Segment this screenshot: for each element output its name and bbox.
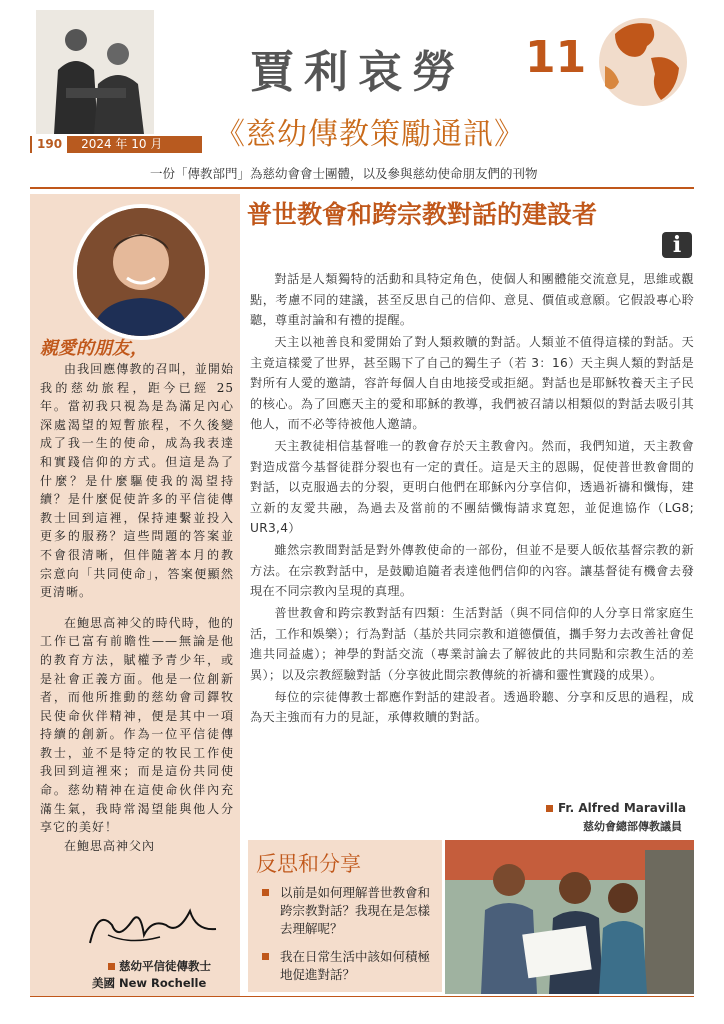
founders-photo bbox=[36, 10, 154, 134]
founders-illustration bbox=[36, 10, 154, 134]
bullet-icon bbox=[262, 953, 269, 960]
article-author: Fr. Alfred Maravilla bbox=[546, 801, 686, 815]
letter-closing: 在鮑思高神父內 bbox=[64, 838, 156, 853]
tagline: 一份「傳教部門」為慈幼會會士團體，以及參與慈幼使命朋友們的刊物 bbox=[150, 166, 538, 181]
article-paragraph: 普世教會和跨宗教對話有四類：生活對話（與不同信仰的人分享日常家庭生活，工作和娛樂）；行為對話（基於共同宗教和道德價值，攜手努力去改善社會促進共同益處）；神學的對話交流（專業討論去了解彼此的共同點和宗教生活的差異）；以及宗教經驗對話（分享彼此間宗教傳統的祈禱和靈性實踐的成果）。 bbox=[250, 606, 694, 682]
issue-date: 2024 年 10 月 bbox=[81, 137, 163, 151]
reflection-title: 反思和分享 bbox=[256, 852, 361, 876]
article-paragraph: 天主教徒相信基督唯一的教會存於天主教會內。然而，我們知道，天主教會對造成當今基督徒群分裂也有一定的責任。這是天主的恩賜，促使普世教會間的對話，以克服過去的分裂，更明白他們在耶穌內分享信仰，透過祈禱和懺悔，建立新的友愛共融，為過去及當前的不團結懺悔請求寬恕，並促進協作（LG8; UR3,4） bbox=[250, 439, 694, 535]
issue-bar bbox=[30, 136, 202, 153]
issue-number: 190 bbox=[32, 136, 67, 153]
reflection-question: 我在日常生活中該如何積極地促進對話？ bbox=[262, 948, 436, 984]
letter-paragraph: 在鮑思高神父的時代時，他的工作已富有前瞻性——無論是他的教育方法，賦權予青少年，或是社會正義方面。他是一位創新者，而他所推動的慈幼會司鐸牧民使命伙伴精神，便是其中一項持續的創新。作為一位平信徒傳教士，並不是特定的牧民工作使我回到這裡來；而是這份共同使命。慈幼精神在這使命伙伴內充滿生氣，我時常渴望能與他人分享它的美好！ bbox=[40, 615, 234, 835]
article-title: 普世教會和跨宗教對話的建設者 bbox=[247, 200, 598, 229]
info-icon: i bbox=[662, 232, 692, 258]
header-divider bbox=[30, 187, 694, 189]
article-paragraph: 天主以祂善良和愛開始了對人類救贖的對話。人類並不值得這樣的對話。天主竟這樣愛了世界，甚至賜下了自己的獨生子（若 3：16）天主與人類的對話是對所有人愛的邀請，容許每個人自由地接受或拒絕。對話也是耶穌牧養天主子民的核心。為了回應天主的愛和耶穌的教導，我們被召請以相類似的對話去吸引其他人，而不必等待被他人邀請。 bbox=[250, 335, 694, 431]
article-paragraph: 雖然宗教間對話是對外傳教使命的一部份，但並不是要人皈依基督宗教的新方法。在宗教對話中，是鼓勵追隨者表達他們信仰的內容。讓基督徒有機會去發現在不同宗教內呈現的真理。 bbox=[250, 543, 694, 598]
signer-title: 慈幼平信徒傳教士 bbox=[108, 958, 211, 974]
magazine-number: 11 bbox=[525, 32, 587, 83]
reflection-question: 以前是如何理解普世教會和跨宗教對話？我現在是怎樣去理解呢？ bbox=[262, 884, 436, 938]
bottom-divider bbox=[30, 996, 694, 997]
letter-body bbox=[40, 360, 234, 855]
letter-paragraph: 由我回應傳教的召叫，並開始我的慈幼旅程，距今已經 25 年。當初我只視為是為滿足內心深處渴望的短暫旅程，不久後變成了我一生的使命，成為我表達和實踐信仰的方式。但這是為了什麼？是什麼驅使我的渴望持續？是什麼促使許多的平信徒傳教士回到這裡，保持連繫並投入更多的服務？這些問題的答案並不會很清晰，但伴隨著本月的教宗意向「共同使命」，答案便顯然更清晰。 bbox=[40, 362, 234, 600]
handwritten-signature bbox=[40, 895, 234, 957]
article-paragraph: 每位的宗徒傳教士都應作對話的建設者。透過聆聽、分享和反思的過程，成為天主強而有力的見証，承傳救贖的對話。 bbox=[250, 689, 694, 724]
bullet-icon bbox=[262, 889, 269, 896]
magazine-title: 賈利哀勞 bbox=[250, 47, 466, 98]
signer-place: 美國 New Rochelle bbox=[92, 976, 207, 990]
article-paragraph: 對話是人類獨特的活動和具特定角色，使個人和團體能交流意見，思維或觀點，考慮不同的建議，甚至反思自己的信仰、意見、價值或意願。它假設專心聆聽，尊重討論和有禮的提醒。 bbox=[250, 272, 694, 327]
article-body bbox=[250, 269, 694, 729]
students-photo bbox=[445, 840, 694, 994]
letter-greeting: 親愛的朋友， bbox=[40, 338, 148, 359]
magazine-subtitle: 《慈幼傳教策勵通訊》 bbox=[215, 117, 525, 152]
author-portrait bbox=[73, 204, 209, 340]
globe-graphic bbox=[585, 10, 695, 124]
author-role: 慈幼會總部傳教議員 bbox=[583, 820, 682, 833]
